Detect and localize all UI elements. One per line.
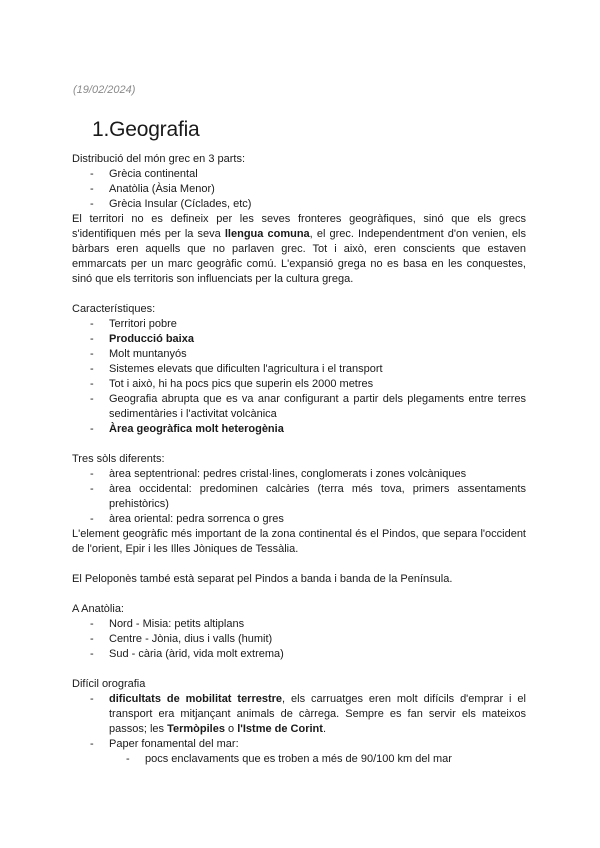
- parts-list: [72, 167, 526, 212]
- bold-text: l'Istme de Corint: [237, 723, 323, 735]
- section-title: 1.Geografia: [92, 118, 200, 141]
- bold-text: Àrea geogràfica molt heterogènia: [109, 423, 284, 435]
- list-item: - Molt muntanyós: [109, 347, 526, 362]
- list-item: - Grècia Insular (Cíclades, etc): [109, 197, 526, 212]
- characteristics-label: Característiques:: [72, 303, 156, 315]
- soils-list: [72, 467, 526, 527]
- list-item: [109, 422, 526, 437]
- anatolia-list: [72, 617, 526, 662]
- list-item: - Nord - Misia: petits altiplans: [109, 617, 526, 632]
- text-run: Paper fonamental del mar:: [109, 738, 239, 750]
- bold-text: llengua comuna: [224, 228, 310, 240]
- list-item: - Sistemes elevats que dificulten l'agricultura i el transport: [109, 362, 526, 377]
- territory-paragraph: [72, 212, 526, 287]
- list-item: - àrea septentrional: pedres cristal·lines, conglomerats i zones volcàniques: [109, 467, 526, 482]
- text-run: , els carruatges eren molt difícils d'emprar i el transport era mitjançant animals de càrrega. Sempre es fan servir els mateixos passos; les: [109, 693, 526, 735]
- text-run: .: [322, 723, 327, 735]
- list-item: - Centre - Jònia, dius i valls (humit): [109, 632, 526, 647]
- list-item: - Territori pobre: [109, 317, 526, 332]
- list-item: - pocs enclavaments que es troben a més de 90/100 km del mar: [145, 752, 526, 767]
- list-item: - Tot i això, hi ha pocs pics que superin els 2000 metres: [109, 377, 526, 392]
- characteristics-list: [72, 317, 526, 437]
- sea-sublist: [109, 752, 526, 767]
- text-run: , el grec. Independentment d'on venien, els bàrbars eren aquells que no parlaven grec. Tot i això, eren conscients que estaven emmarcats per un marc geogràfic comú. L'expansió grega no es basa en les conquestes, sinó que els territoris son influenciats per la cultura grega.: [72, 228, 526, 285]
- pindos-paragraph: L'element geogràfic més important de la zona continental és el Pindos, que separa l'occident de l'orient, Epir i les Illes Jòniques de Tessàlia.: [72, 528, 526, 555]
- text-run: El territori no es defineix per les seves fronteres geogràfiques, sinó que els grecs s'identifiquen més per la seva: [72, 213, 526, 240]
- text-run: o: [224, 723, 238, 735]
- list-item: - Geografia abrupta que es va anar configurant a partir dels plegaments entre terres sedimentàries i l'activitat volcànica: [109, 392, 526, 422]
- list-item: - àrea oriental: pedra sorrenca o gres: [109, 512, 526, 527]
- orography-label: Difícil orografia: [72, 678, 146, 690]
- peloponnese-paragraph: El Peloponès també està separat pel Pindos a banda i banda de la Península.: [72, 573, 453, 585]
- anatolia-label: A Anatòlia:: [72, 603, 124, 615]
- document-body: [72, 152, 526, 767]
- list-item: [109, 692, 526, 737]
- list-item: - Grècia continental: [109, 167, 526, 182]
- intro-label: Distribució del món grec en 3 parts:: [72, 153, 246, 165]
- soils-label: Tres sòls diferents:: [72, 453, 165, 465]
- bold-text: dificultats de mobilitat terrestre: [109, 693, 283, 705]
- orography-list: [72, 692, 526, 767]
- list-item: - Sud - cària (àrid, vida molt extrema): [109, 647, 526, 662]
- list-item: [109, 332, 526, 347]
- note-date: (19/02/2024): [73, 84, 136, 96]
- list-item: [109, 737, 526, 767]
- bold-text: Producció baixa: [109, 333, 194, 345]
- list-item: - àrea occidental: predominen calcàries (terra més tova, primers assentaments prehistòrics): [109, 482, 526, 512]
- bold-text: Termòpiles: [167, 723, 225, 735]
- list-item: - Anatòlia (Àsia Menor): [109, 182, 526, 197]
